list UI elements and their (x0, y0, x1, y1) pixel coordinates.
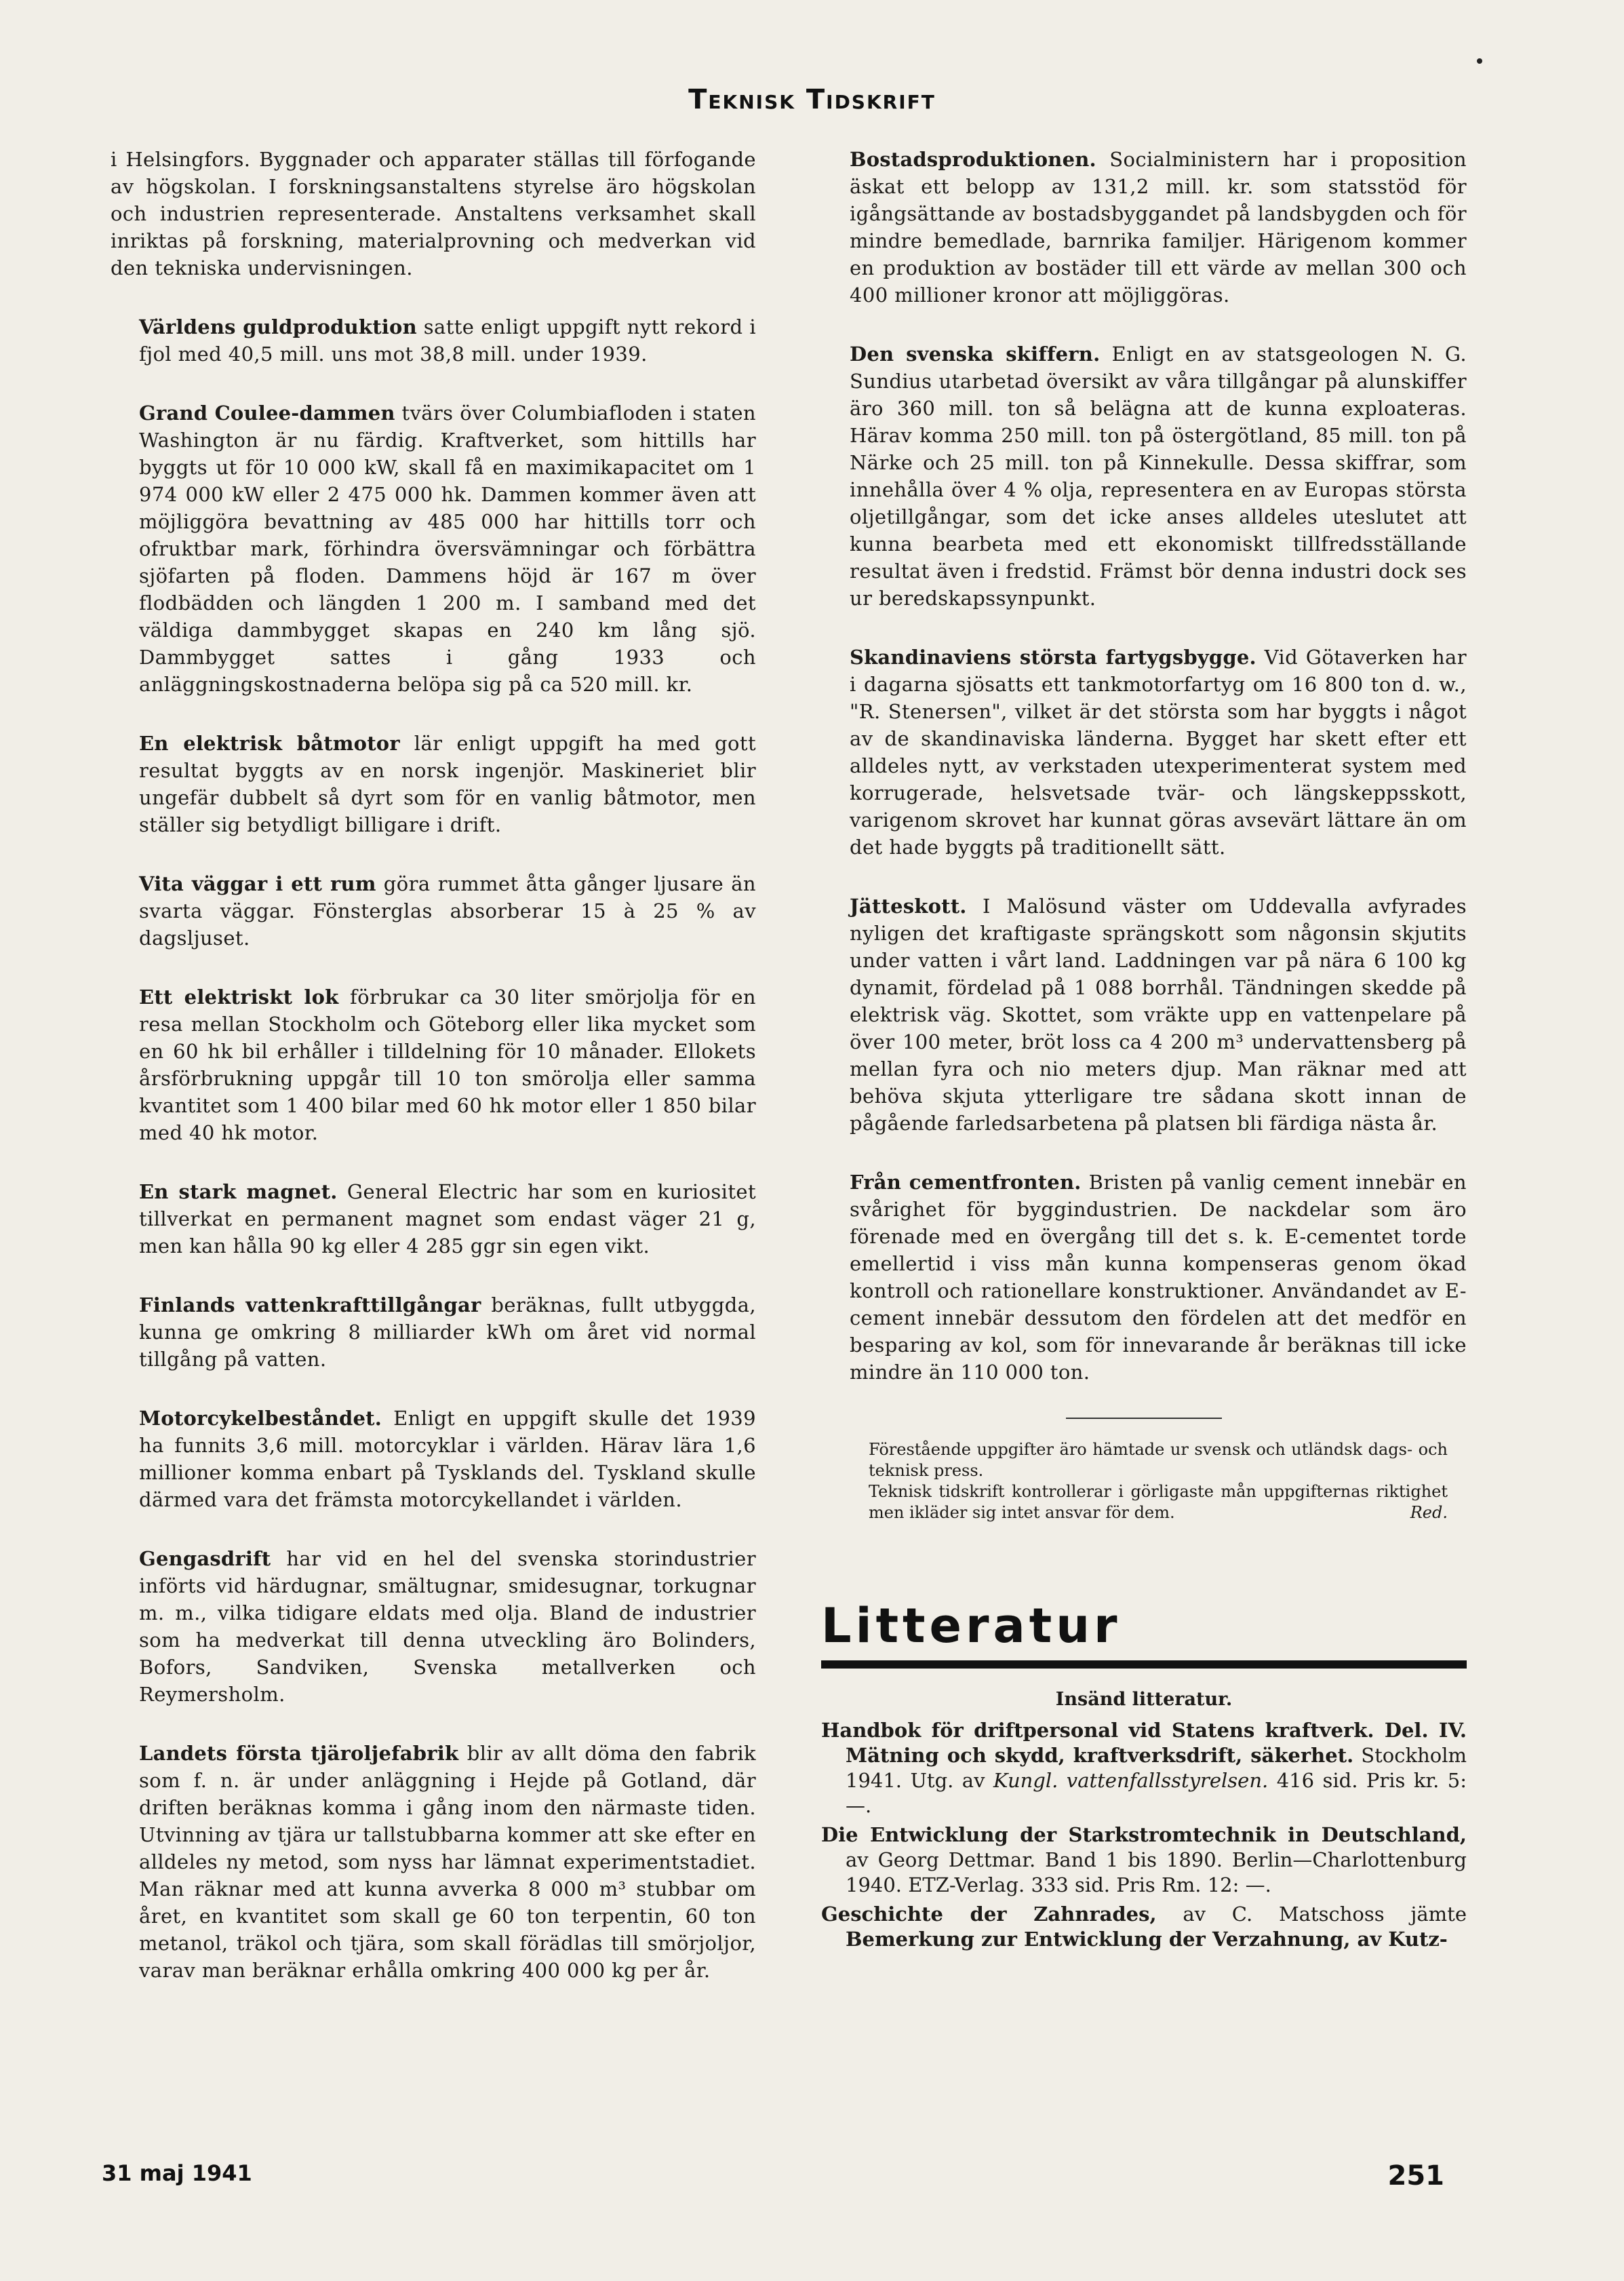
heading-rule (821, 1660, 1467, 1669)
article-paragraph: Landets första tjäroljefabrik blir av allt döma den fabrik som f. n. är under anläggning i Hejde på Gotland, där driften beräknas komma i gång inom den närmaste tiden. Utvinning av tjära ur tallstubbarna kommer att ske efter en alldeles ny metod, som nyss har lämnat experimentstadiet. Man räknar med att kunna avverka 8 000 m³ stubbar om året, en kvantitet som skall ge 60 ton terpentin, 60 ton metanol, träkol och tjära, som skall förädlas till smörjoljor, varav man beräknar erhålla omkring 400 000 kg per år. (139, 1742, 756, 1982)
left-column (111, 146, 756, 2016)
article-paragraph: En stark magnet. General Electric har som en kuriositet tillverkat en permanent magnet som endast väger 21 g, men kan hålla 90 kg eller 4 285 ggr sin egen vikt. (139, 1180, 756, 1258)
article-paragraph: i Helsingfors. Byggnader och apparater ställas till förfogande av högskolan. I forskningsanstaltens styrelse äro högskolan och industrien representerade. Anstaltens verksamhet skall inriktas på forskning, materialprovning och medverkan vid den tekniska undervisningen. (111, 148, 756, 279)
literature-entry: Handbok för driftpersonal vid Statens kraftverk. Del. IV. Mätning och skydd, kraftverksdrift, säkerhet. Stockholm 1941. Utg. av Kungl. vattenfallsstyrelsen. 416 sid. Pris kr. 5: —. (821, 1719, 1467, 1817)
page-number: 251 (1387, 2160, 1444, 2191)
article-paragraph: Motorcykelbeståndet. Enligt en uppgift skulle det 1939 ha funnits 3,6 mill. motorcyklar i världen. Härav lära 1,6 millioner komma enbart på Tysklands del. Tyskland skulle därmed vara det främsta motorcykellandet i världen. (139, 1407, 756, 1511)
article-paragraph: Finlands vattenkrafttillgångar beräknas, fullt utbyggda, kunna ge omkring 8 milliarder kWh om året vid normal tillgång på vatten. (139, 1293, 756, 1371)
article-paragraph: En elektrisk båtmotor lär enligt uppgift ha med gott resultat byggts av en norsk ingenjör. Maskineriet blir ungefär dubbelt så dyrt som för en vanlig båtmotor, men ställer sig betydligt billigare i drift. (139, 732, 756, 836)
article-paragraph: Vita väggar i ett rum göra rummet åtta gånger ljusare än svarta väggar. Fönsterglas absorberar 15 à 25 % av dagsljuset. (139, 872, 756, 950)
article-paragraph: Skandinaviens största fartygsbygge. Vid Götaverken har i dagarna sjösatts ett tankmotorfartyg om 16 800 ton d. w., "R. Stenersen", vilket är det största som har byggts i något av de skandinaviska länderna. Bygget har skett efter ett alldeles nytt, av verkstaden utexperimenterat system med korrugerade, helsvetsade tvär- och längskeppsskott, varigenom skrovet har kunnat göras avsevärt lättare än om det hade byggts på traditionellt sätt. (850, 646, 1467, 859)
editorial-note: Förestående uppgifter äro hämtade ur svensk och utländsk dags- och teknisk press. Teknisk tidskrift kontrollerar i görligaste mån uppgifternas riktighet men ikläder sig intet ansvar för dem. Red. (869, 1440, 1448, 1522)
issue-date: 31 maj 1941 (102, 2160, 252, 2186)
article-paragraph: Bostadsproduktionen. Socialministern har i proposition äskat ett belopp av 131,2 mill. kr. som statsstöd för igångsättande av bostadsbyggandet på landsbygden och för mindre bemedlade, barnrika familjer. Härigenom kommer en produktion av bostäder till ett värde av mellan 300 och 400 millioner kronor att möjliggöras. (850, 148, 1467, 307)
editor-signature: Red. (1410, 1503, 1448, 1522)
article-paragraph: Världens guldproduktion satte enligt uppgift nytt rekord i fjol med 40,5 mill. uns mot 38,8 mill. under 1939. (139, 315, 757, 366)
section-heading-litteratur: Litteratur (821, 1598, 1122, 1654)
literature-entry: Geschichte der Zahnrades, av C. Matschoss jämte Bemerkung zur Entwicklung der Verzahnung, av Kutz- (821, 1903, 1467, 1951)
literature-subheading: Insänd litteratur. (1055, 1689, 1233, 1710)
article-paragraph: Ett elektriskt lok förbrukar ca 30 liter smörjolja för en resa mellan Stockholm och Göteborg eller lika mycket som en 60 hk bil erhåller i tilldelning för 10 månader. Ellokets årsförbrukning uppgår till 10 ton smörolja eller samma kvantitet som 1 400 bilar med 60 hk motor eller 1 850 bilar med 40 hk motor. (139, 986, 756, 1144)
article-paragraph: Jätteskott. I Malösund väster om Uddevalla avfyrades nyligen det kraftigaste sprängskott som någonsin skjutits under vatten i vårt land. Laddningen var på nära 6 100 kg dynamit, fördelad på 1 088 borrhål. Tändningen skedde på elektrisk väg. Skottet, som vräkte upp en vattenpelare på över 100 meter, bröt loss ca 4 200 m³ undervattensberg på mellan fyra och nio meters djup. Man räknar med att behöva skjuta ytterligare tre sådana skott innan de pågående farledsarbetena på platsen bli färdiga nästa år. (850, 895, 1467, 1135)
literature-entry: Die Entwicklung der Starkstromtechnik in Deutschland, av Georg Dettmar. Band 1 bis 1890. Berlin—Charlottenburg 1940. ETZ-Verlag. 333 sid. Pris Rm. 12: —. (821, 1823, 1467, 1896)
journal-title: Teknisk Tidskrift (688, 84, 936, 115)
article-paragraph: Grand Coulee-dammen tvärs över Columbiafloden i staten Washington är nu färdig. Kraftverket, som hittills har byggts ut för 10 000 kW, skall få en maximikapacitet om 1 974 000 kW eller 2 475 000 hk. Dammen kommer även att möjliggöra bevattning av 485 000 har hittills torr och ofruktbar mark, förhindra översvämningar och förbättra sjöfarten på floden. Dammens höjd är 167 m över flodbädden och längden 1 200 m. I samband med det väldiga dammbygget skapas en 240 km lång sjö. Dammbygget sattes i gång 1933 och anläggningskostnaderna belöpa sig på ca 520 mill. kr. (139, 402, 756, 696)
article-paragraph: Gengasdrift har vid en hel del svenska storindustrier införts vid härdugnar, smältugnar, smidesugnar, torkugnar m. m., vilka tidigare eldats med olja. Bland de industrier som ha medverkat till denna utveckling äro Bolinders, Bofors, Sandviken, Svenska metallverken och Reymersholm. (139, 1547, 756, 1706)
separator-rule (1066, 1418, 1222, 1419)
right-column (821, 146, 1467, 1956)
printer-dot (1477, 58, 1482, 64)
article-paragraph: Från cementfronten. Bristen på vanlig cement innebär en svårighet för byggindustrien. De nackdelar som äro förenade med en övergång till det s. k. E-cementet torde emellertid i viss mån kunna kompenseras genom ökad kontroll och rationellare konstruktioner. Användandet av E-cement innebär dessutom den fördelen att det medför en besparing av kol, som för innevarande år beräknas till icke mindre än 110 000 ton. (850, 1171, 1467, 1384)
article-paragraph: Den svenska skiffern. Enligt en av statsgeologen N. G. Sundius utarbetad översikt av våra tillgångar på alunskiffer äro 360 mill. ton så belägna att de kunna exploateras. Härav komma 250 mill. ton på östergötland, 85 mill. ton på Närke och 25 mill. ton på Kinnekulle. Dessa skiffrar, som innehålla över 4 % olja, representera en av Europas största oljetillgångar, som det icke anses alldeles uteslutet att kunna bearbeta med ett ekonomiskt tillfredsställande resultat även i fredstid. Främst bör denna industri dock ses ur beredskapssynpunkt. (850, 343, 1467, 610)
